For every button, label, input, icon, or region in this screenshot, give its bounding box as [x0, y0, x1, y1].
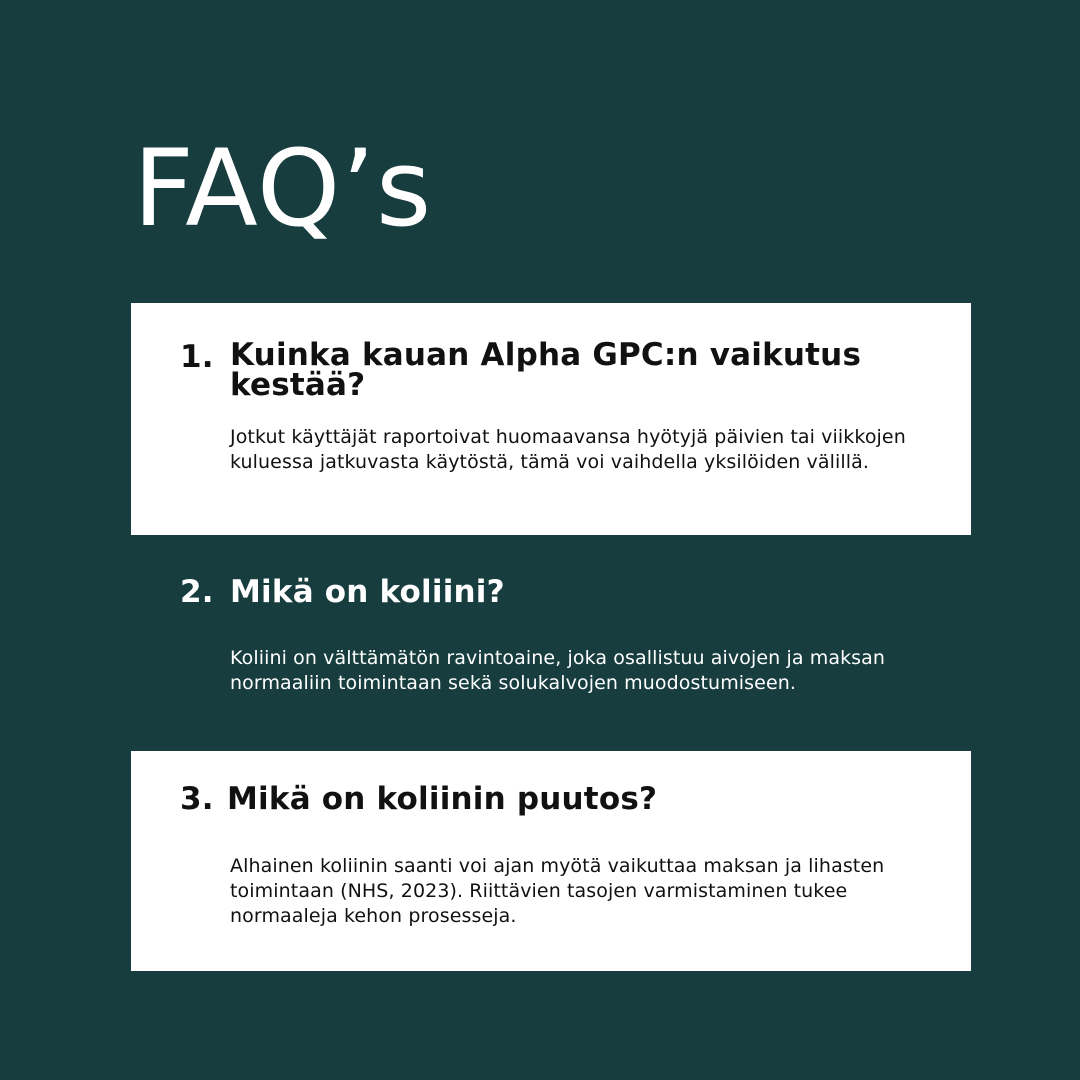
faq-item-3 — [131, 751, 971, 971]
faq-question: Mikä on koliini? — [230, 574, 505, 610]
faq-item-2 — [131, 560, 971, 730]
faq-number: 2. — [180, 574, 214, 610]
faq-answer: Alhainen koliinin saanti voi ajan myötä vaikuttaa maksan ja lihasten toimintaan (NHS, 2023). Riittävien tasojen varmistaminen tukee normaaleja kehon prosesseja. — [230, 855, 885, 927]
faq-number: 1. — [180, 339, 214, 375]
faq-answer: Jotkut käyttäjät raportoivat huomaavansa hyötyjä päivien tai viikkojen kuluessa jatkuvasta käytöstä, tämä voi vaihdella yksilöiden välillä. — [230, 426, 906, 473]
faq-answer: Koliini on välttämätön ravintoaine, joka osallistuu aivojen ja maksan normaaliin toimintaan sekä solukalvojen muodostumiseen. — [230, 647, 886, 694]
page-title: FAQ’s — [133, 127, 433, 250]
faq-number: 3. — [180, 781, 214, 817]
faq-question: Kuinka kauan Alpha GPC:n vaikutus kestää? — [230, 337, 862, 403]
faq-item-1 — [131, 303, 971, 535]
faq-question: Mikä on koliinin puutos? — [227, 781, 658, 817]
